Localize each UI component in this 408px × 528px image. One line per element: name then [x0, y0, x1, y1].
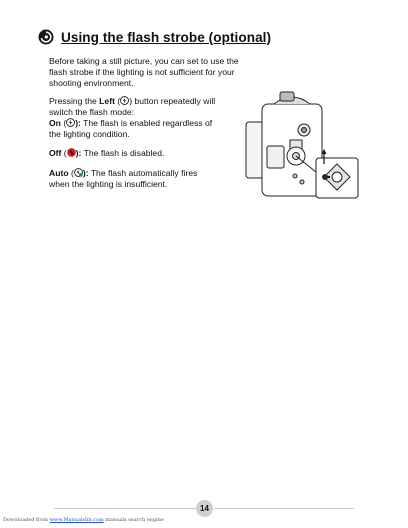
auto-mode-paren-open: (	[68, 168, 74, 178]
off-mode-paragraph	[49, 148, 219, 159]
off-mode-label: Off	[49, 148, 62, 158]
page-number: 14	[196, 500, 213, 517]
flash-mode-paragraph	[49, 96, 219, 140]
mode-intro-prefix: Pressing the	[49, 96, 100, 106]
watermark-link[interactable]: www.Manualslib.com	[49, 517, 104, 523]
download-watermark	[3, 517, 164, 523]
swirl-bullet-icon	[38, 29, 54, 45]
mode-intro-suffix: ) button repeatedly will switch the flash mode:	[49, 96, 216, 117]
off-mode-description: The flash is disabled.	[81, 148, 165, 158]
camera-illustration	[240, 88, 360, 200]
flash-on-icon	[120, 96, 129, 105]
flash-off-icon	[67, 148, 76, 157]
left-button-highlight	[322, 174, 328, 180]
auto-mode-paragraph	[49, 168, 219, 190]
auto-mode-paren-close: ):	[82, 168, 89, 178]
off-mode-paren-open: (	[61, 148, 67, 158]
footer-rule-right	[214, 508, 354, 509]
auto-mode-description: The flash automatically fires when the lighting is insufficient.	[49, 168, 198, 189]
auto-mode-label: Auto	[49, 168, 69, 178]
on-mode-description: The flash is enabled regardless of the lighting condition.	[49, 118, 213, 139]
watermark-prefix: Downloaded from	[3, 517, 50, 523]
off-mode-paren-close: ):	[75, 148, 82, 158]
flash-on-icon	[66, 118, 75, 127]
footer-rule-left	[54, 508, 196, 509]
on-mode-label: On	[49, 118, 61, 128]
on-mode-paren-open: (	[60, 118, 67, 128]
on-mode-paren-close: ):	[75, 118, 81, 128]
left-key-label: Left	[99, 96, 115, 106]
section-heading	[38, 29, 271, 45]
section-title: Using the flash strobe (optional)	[61, 29, 272, 45]
mode-intro-paren-open: (	[114, 96, 121, 106]
intro-paragraph: Before taking a still picture, you can set to use the flash strobe if the lighting is not sufficient for your shooting environment.	[49, 56, 239, 88]
flash-auto-icon	[74, 168, 83, 177]
watermark-suffix: manuals search engine	[103, 517, 164, 523]
